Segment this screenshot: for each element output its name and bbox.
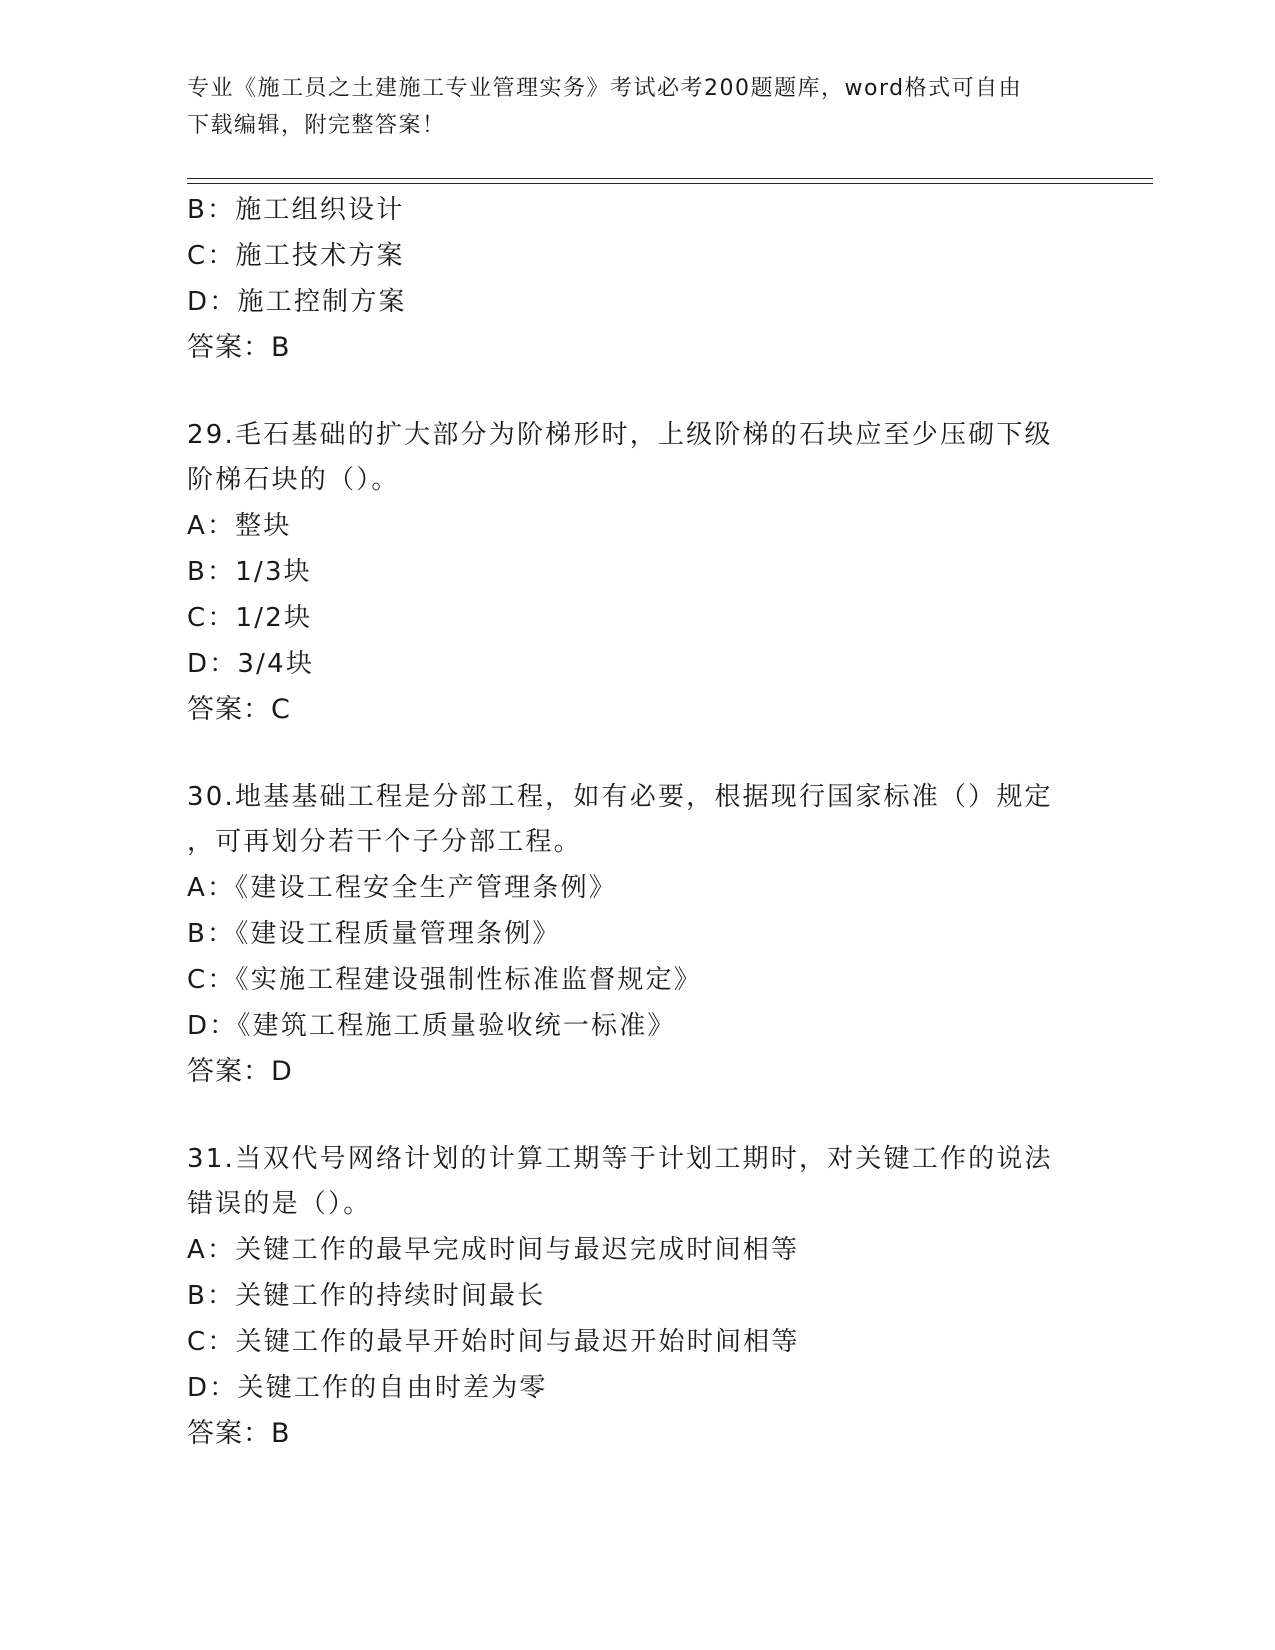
header-line-2: 下载编辑，附完整答案！: [187, 113, 446, 138]
option-a: A：《建设工程安全生产管理条例》: [187, 873, 617, 903]
option-d: D：关键工作的自由时差为零: [187, 1373, 548, 1403]
option-b: B：施工组织设计: [187, 195, 405, 225]
option-a: A：关键工作的最早完成时间与最迟完成时间相等: [187, 1235, 800, 1265]
question-31: [187, 1137, 1087, 1457]
question-stem: 30.地基基础工程是分部工程，如有必要，根据现行国家标准（）规定: [187, 782, 1053, 812]
header-divider-bottom: [187, 183, 1153, 184]
option-d: D：施工控制方案: [187, 287, 407, 317]
header-line-1: 专业《施工员之土建施工专业管理实务》考试必考200题题库，word格式可自由: [187, 76, 1023, 101]
option-d: D：《建筑工程施工质量验收统一标准》: [187, 1011, 676, 1041]
answer-line: 答案：B: [187, 332, 291, 363]
option-b: B：1/3块: [187, 557, 312, 587]
question-30: [187, 775, 1087, 1095]
question-list: [187, 187, 1087, 1457]
header-divider-top: [187, 178, 1153, 179]
question-28-partial: [187, 187, 1087, 371]
answer-line: 答案：B: [187, 1418, 291, 1449]
answer-line: 答案：C: [187, 694, 291, 725]
option-d: D：3/4块: [187, 649, 315, 679]
option-c: C：1/2块: [187, 603, 313, 633]
question-29: [187, 413, 1087, 733]
question-stem: 31.当双代号网络计划的计算工期等于计划工期时，对关键工作的说法: [187, 1144, 1053, 1174]
option-c: C：《实施工程建设强制性标准监督规定》: [187, 965, 702, 995]
question-stem: 阶梯石块的（）。: [187, 465, 400, 495]
option-c: C：关键工作的最早开始时间与最迟开始时间相等: [187, 1327, 800, 1357]
option-b: B：关键工作的持续时间最长: [187, 1281, 546, 1311]
question-stem: 错误的是（）。: [187, 1189, 372, 1219]
option-c: C：施工技术方案: [187, 241, 405, 271]
answer-line: 答案：D: [187, 1056, 293, 1087]
question-stem: 29.毛石基础的扩大部分为阶梯形时，上级阶梯的石块应至少压砌下级: [187, 420, 1053, 450]
question-stem: ，可再划分若干个子分部工程。: [187, 827, 582, 857]
option-a: A：整块: [187, 511, 292, 541]
document-header: [187, 70, 1087, 144]
option-b: B：《建设工程质量管理条例》: [187, 919, 561, 949]
